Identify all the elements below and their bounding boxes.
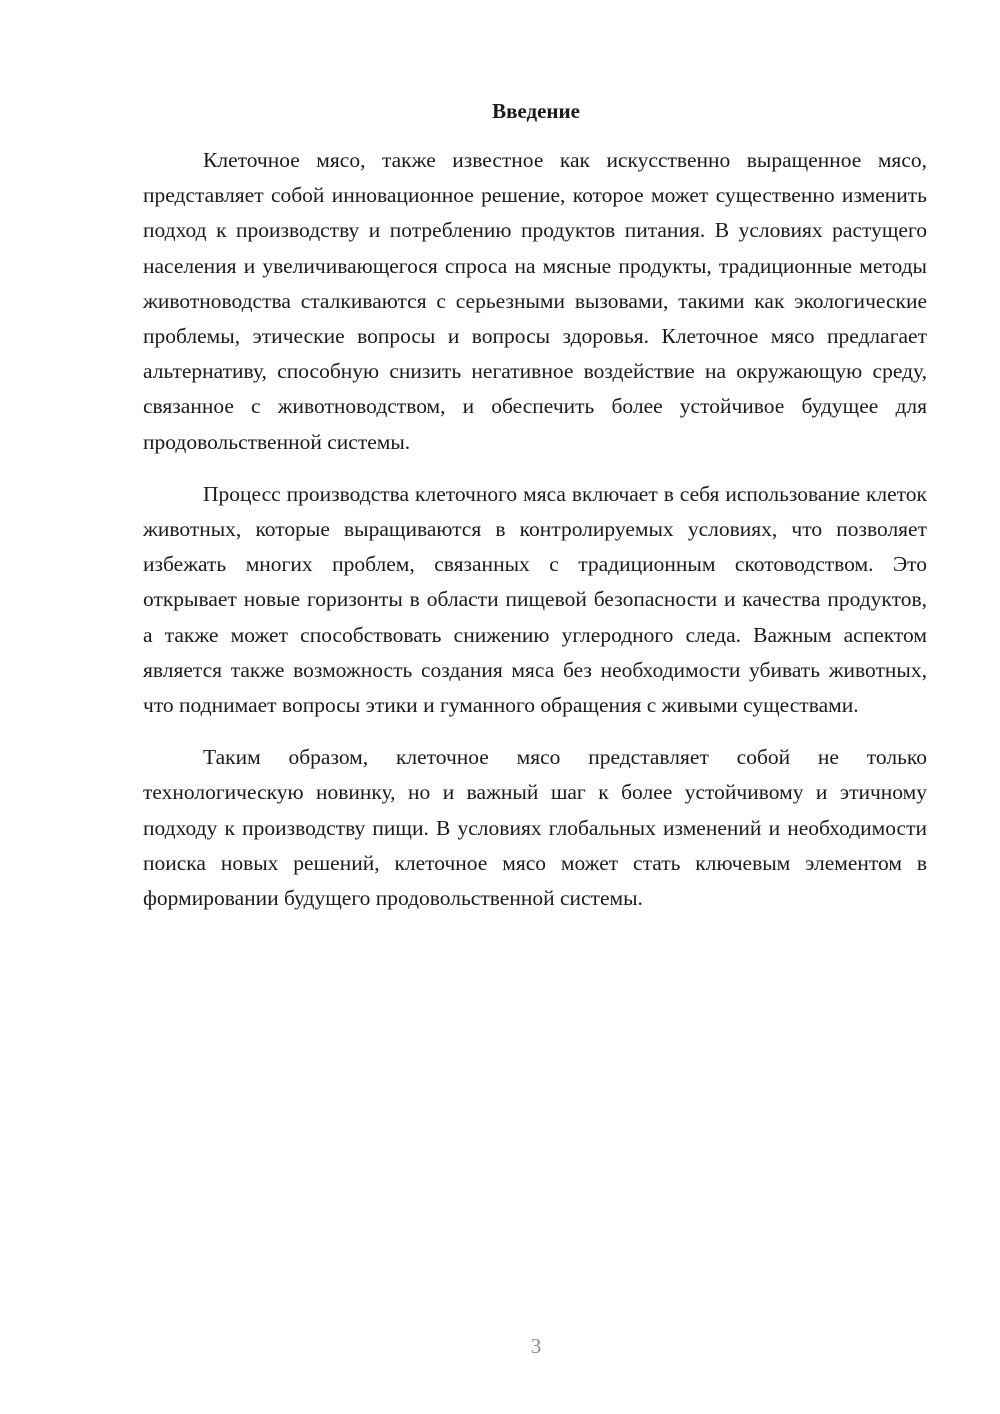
body-text [143,143,927,933]
paragraph-1: Клеточное мясо, также известное как искусственно выращенное мясо, представляет собой инновационное решение, которое может существенно изменить подход к производству и потреблению продуктов питания. В условиях растущего населения и увеличивающегося спроса на мясные продукты, традиционные методы животноводства сталкиваются с серьезными вызовами, такими как экологические проблемы, этические вопросы и вопросы здоровья. Клеточное мясо предлагает альтернативу, способную снизить негативное воздействие на окружающую среду, связанное с животноводством, и обеспечить более устойчивое будущее для продовольственной системы. [143,148,927,454]
paragraph-3: Таким образом, клеточное мясо представляет собой не только технологическую новинку, но и важный шаг к более устойчивому и этичному подходу к производству пищи. В условиях глобальных изменений и необходимости поиска новых решений, клеточное мясо может стать ключевым элементом в формировании будущего продовольственной системы. [143,745,927,911]
section-heading: Введение [492,99,580,123]
paragraph-2: Процесс производства клеточного мяса включает в себя использование клеток животных, которые выращиваются в контролируемых условиях, что позволяет избежать многих проблем, связанных с традиционным скотоводством. Это открывает новые горизонты в области пищевой безопасности и качества продуктов, а также может способствовать снижению углеродного следа. Важным аспектом является также возможность создания мяса без необходимости убивать животных, что поднимает вопросы этики и гуманного обращения с живыми существами. [143,481,927,718]
page-number: 3 [530,1334,542,1358]
